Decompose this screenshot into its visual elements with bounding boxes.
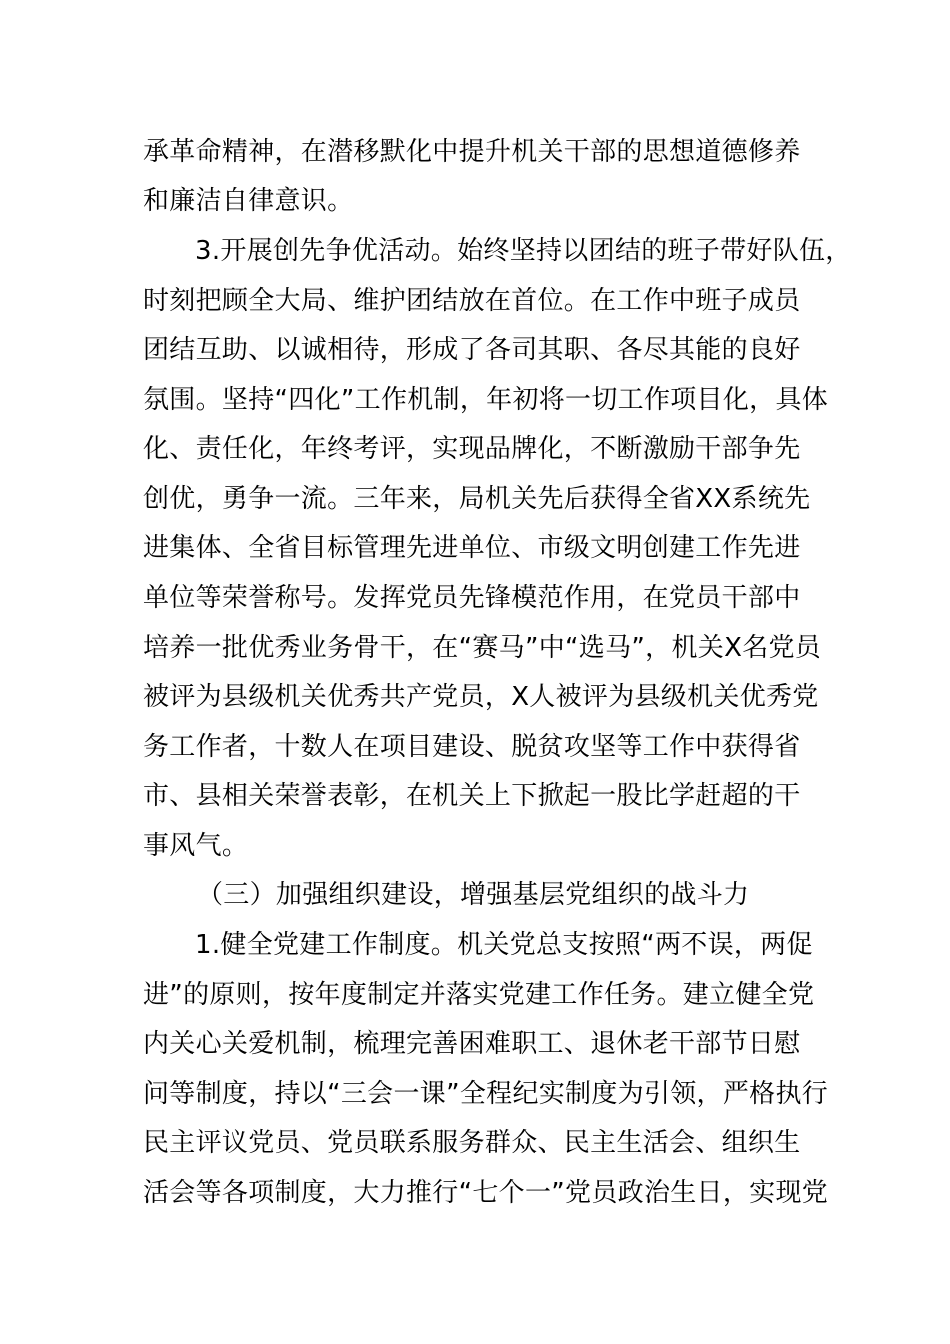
line-text: 进”的原则，按年度制定并落实党建工作任务。建立健全党 xyxy=(143,980,815,1010)
text-line xyxy=(0,821,950,871)
text-line xyxy=(0,970,950,1020)
text-line xyxy=(0,672,950,722)
line-text: 务工作者，十数人在项目建设、脱贫攻坚等工作中获得省 xyxy=(143,732,801,762)
text-line xyxy=(0,1069,950,1119)
text-line xyxy=(0,276,950,326)
text-line xyxy=(0,176,950,226)
paragraph-heading-line xyxy=(0,920,950,970)
text-line xyxy=(0,375,950,425)
line-text: 氛围。坚持“四化”工作机制，年初将一切工作项目化，具体 xyxy=(143,385,829,415)
text-line xyxy=(0,722,950,772)
text-line xyxy=(0,474,950,524)
line-text: 化、责任化，年终考评，实现品牌化，不断激励干部争先 xyxy=(143,434,801,464)
line-text: （三）加强组织建设，增强基层党组织的战斗力 xyxy=(197,880,750,910)
line-text: 单位等荣誉称号。发挥党员先锋模范作用，在党员干部中 xyxy=(143,583,801,613)
text-line xyxy=(0,771,950,821)
text-line xyxy=(0,325,950,375)
line-text: 市、县相关荣誉表彰，在机关上下掀起一股比学赶超的干 xyxy=(143,781,801,811)
text-line xyxy=(0,573,950,623)
line-text: 活会等各项制度，大力推行“七个一”党员政治生日，实现党 xyxy=(143,1178,829,1208)
text-line xyxy=(0,1118,950,1168)
text-line xyxy=(0,1168,950,1218)
text-line xyxy=(0,623,950,673)
line-text: 1.健全党建工作制度。机关党总支按照“两不误，两促 xyxy=(195,930,813,960)
text-line xyxy=(0,523,950,573)
line-text: 承革命精神，在潜移默化中提升机关干部的思想道德修养 xyxy=(143,137,801,167)
line-text: 创优，勇争一流。三年来，局机关先后获得全省XX系统先 xyxy=(143,484,811,514)
line-text: 问等制度，持以“三会一课”全程纪实制度为引领，严格执行 xyxy=(143,1079,829,1109)
line-text: 培养一批优秀业务骨干，在“赛马”中“选马”，机关X名党员 xyxy=(143,633,822,663)
text-line xyxy=(0,1019,950,1069)
line-text: 团结互助、以诚相待，形成了各司其职、各尽其能的良好 xyxy=(143,335,801,365)
section-heading xyxy=(0,870,950,920)
text-line xyxy=(0,127,950,177)
paragraph-heading-line xyxy=(0,226,950,276)
line-text: 和廉洁自律意识。 xyxy=(143,186,354,216)
text-line xyxy=(0,424,950,474)
line-text: 进集体、全省目标管理先进单位、市级文明创建工作先进 xyxy=(143,533,801,563)
line-text: 3.开展创先争优活动。始终坚持以团结的班子带好队伍， xyxy=(195,236,852,266)
line-text: 民主评议党员、党员联系服务群众、民主生活会、组织生 xyxy=(143,1128,801,1158)
line-text: 时刻把顾全大局、维护团结放在首位。在工作中班子成员 xyxy=(143,286,801,316)
line-text: 事风气。 xyxy=(143,831,249,861)
line-text: 被评为县级机关优秀共产党员，X人被评为县级机关优秀党 xyxy=(143,682,819,712)
line-text: 内关心关爱机制，梳理完善困难职工、退休老干部节日慰 xyxy=(143,1029,801,1059)
